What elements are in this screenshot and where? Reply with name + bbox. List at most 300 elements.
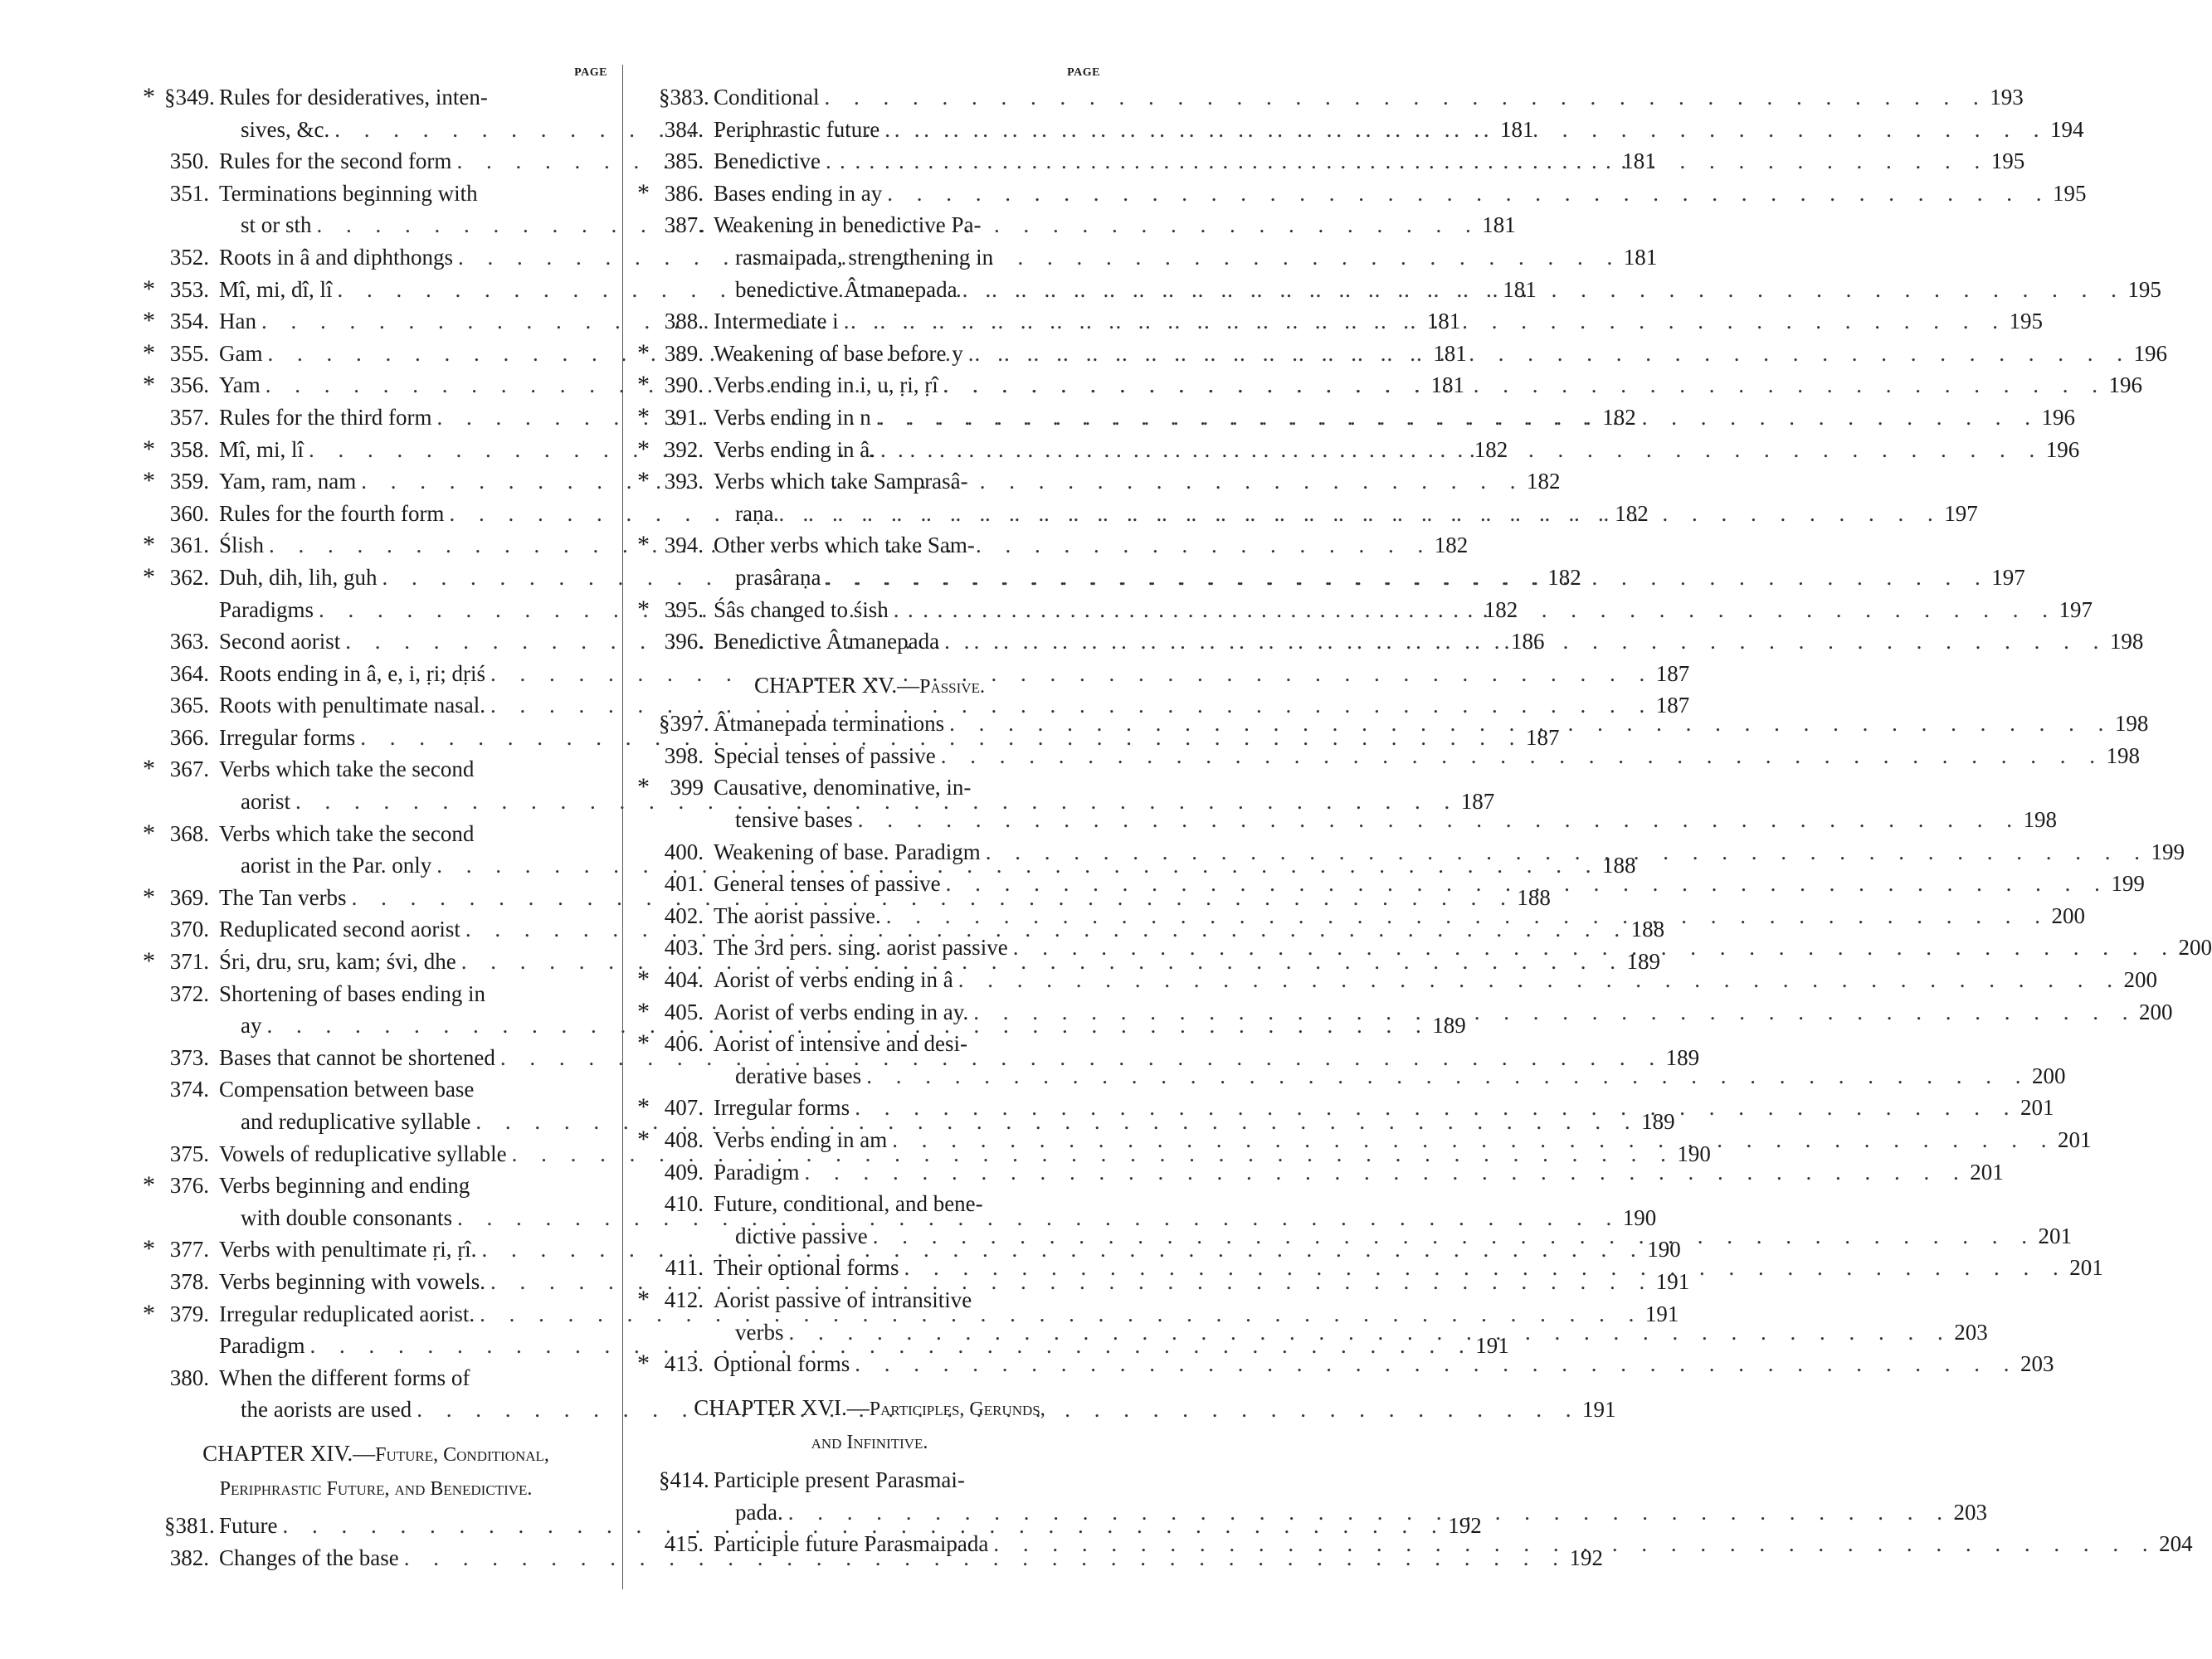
page-number: 201 <box>2057 1127 2092 1152</box>
section-number: 369. <box>169 884 209 910</box>
dot-leader <box>882 178 2041 210</box>
dot-leader <box>938 369 2098 401</box>
entry-title: Irregular forms <box>714 1095 850 1121</box>
dot-leader <box>941 868 2100 900</box>
chapter-heading-xv: CHAPTER XV.—Passive. <box>754 672 985 698</box>
page-number: 200 <box>2138 999 2173 1024</box>
entry-title: Verbs ending in n <box>714 404 871 430</box>
asterisk-mark: * <box>143 275 155 303</box>
entry-title: rasmaipada, strengthening in <box>735 244 994 270</box>
page-number: 190 <box>1647 1237 1681 1262</box>
section-number: 379. <box>169 1301 209 1326</box>
entry-title: with double consonants <box>241 1204 452 1230</box>
entry-title: verbs <box>735 1319 784 1345</box>
page-number: 182 <box>1547 564 1581 590</box>
entry-title: derative bases <box>735 1063 862 1088</box>
section-number: 362. <box>169 564 209 590</box>
section-number: 401. <box>664 871 704 897</box>
section-number: 415. <box>664 1531 704 1557</box>
page-number: 204 <box>2159 1531 2193 1557</box>
entry-title: Weakening of base before y <box>714 340 963 366</box>
entry-title: ay <box>241 1013 262 1039</box>
entry-title: pada. <box>735 1499 783 1525</box>
section-number: 408. <box>664 1127 704 1152</box>
asterisk-mark: * <box>637 1093 650 1121</box>
page-number: 200 <box>2031 1063 2066 1088</box>
page-number: 182 <box>1527 469 1561 494</box>
page-number: 194 <box>2049 116 2084 142</box>
entry-title: Paradigms <box>219 596 314 622</box>
page-number: 203 <box>1954 1319 1988 1345</box>
section-number: 353. <box>169 276 209 302</box>
page-number: 189 <box>1641 1109 1675 1134</box>
entry-title: Aorist passive of intransitive <box>714 1287 972 1312</box>
section-number: 370. <box>169 917 209 942</box>
entry-title: Changes of the base <box>219 1545 399 1570</box>
page-number: 188 <box>1630 917 1665 942</box>
asterisk-mark: * <box>143 531 155 559</box>
asterisk-mark: * <box>143 467 155 495</box>
section-number: 364. <box>169 660 209 686</box>
dot-leader <box>889 594 2048 626</box>
page-number: 197 <box>1944 500 1978 526</box>
asterisk-mark: * <box>637 595 650 623</box>
page-number: 203 <box>1953 1499 1987 1525</box>
section-number: 360. <box>169 500 209 526</box>
page-number: 200 <box>2051 902 2085 928</box>
dot-leader <box>936 740 2095 772</box>
dot-leader <box>988 1528 2147 1560</box>
dot-leader <box>850 1092 2009 1124</box>
dot-leader <box>783 1316 1942 1349</box>
page-number: 195 <box>1990 148 2025 174</box>
entry-title: Verbs which take the second <box>219 820 475 846</box>
page-number: 201 <box>2038 1223 2072 1248</box>
section-number: §381. <box>164 1513 215 1539</box>
dot-leader <box>981 836 2140 868</box>
section-number: 407. <box>664 1095 704 1121</box>
page-number: 195 <box>2127 276 2161 302</box>
page-number: 198 <box>2114 711 2149 737</box>
page-number: 198 <box>2106 742 2140 768</box>
asterisk-mark: * <box>637 1285 650 1313</box>
section-number: 402. <box>664 902 704 928</box>
section-number: 404. <box>664 967 704 993</box>
page-number: 181 <box>1623 244 1658 270</box>
dot-leader <box>953 964 2112 996</box>
entry-title: Benedictive <box>714 148 821 174</box>
dot-leader <box>868 1220 2027 1253</box>
section-number: §414. <box>659 1467 709 1492</box>
asterisk-mark: * <box>637 178 650 207</box>
page-number: 187 <box>1460 789 1495 815</box>
entry-title: Optional forms <box>714 1351 850 1377</box>
section-number: 399 <box>670 775 704 800</box>
page-number: 182 <box>1484 596 1518 622</box>
chapter-heading-xiv: CHAPTER XIV.—Future, Conditional, Periphrastic Future, and Benedictive. <box>202 1440 549 1500</box>
dot-leader <box>968 996 2127 1029</box>
section-number: 358. <box>169 436 209 462</box>
entry-title: Gam <box>219 340 263 366</box>
asterisk-mark: * <box>143 755 155 783</box>
section-number: 375. <box>169 1141 209 1166</box>
entry-title: raṇa <box>735 500 774 526</box>
entry-title: Aorist of verbs ending in â <box>714 967 953 993</box>
chapter-heading-xvi: CHAPTER XVI.—Participles, Gerunds, and Infinitive. <box>694 1394 1045 1454</box>
page-number: 188 <box>1601 853 1636 878</box>
section-number: 386. <box>664 180 704 206</box>
entry-title: Participle present Parasmai- <box>714 1467 965 1492</box>
entry-title: Yam, ram, nam <box>219 469 357 494</box>
dot-leader <box>879 114 2039 146</box>
entry-title: The aorist passive. <box>714 902 881 928</box>
entry-title: Verbs ending in i, u, ṛi, ṛî <box>714 372 938 398</box>
entry-title: Yam <box>219 372 261 398</box>
page-column-header: PAGE <box>574 66 607 79</box>
page-number: 197 <box>1991 564 2025 590</box>
dot-leader <box>820 81 1979 114</box>
asterisk-mark: * <box>143 883 155 911</box>
section-number: 368. <box>169 820 209 846</box>
entry-title: Duh, dih, lih, guh <box>219 564 378 590</box>
page-number: 193 <box>1990 85 2024 109</box>
entry-title: dictive passive <box>735 1223 868 1248</box>
section-number: 382. <box>169 1545 209 1570</box>
entry-title: aorist <box>241 789 290 815</box>
page-number: 182 <box>1474 436 1508 462</box>
section-number: 392. <box>664 436 704 462</box>
page-number: 197 <box>2059 596 2093 622</box>
dot-leader <box>899 1252 2058 1284</box>
entry-title: benedictive Âtmanepada <box>735 276 957 302</box>
section-number: 354. <box>169 309 209 334</box>
entry-title: Roots ending in â, e, i, ṛi; dṛiś <box>219 660 485 686</box>
section-number: 378. <box>169 1268 209 1294</box>
asterisk-mark: * <box>637 773 650 801</box>
dot-leader <box>881 900 2040 932</box>
entry-title: The Tan verbs <box>219 884 347 910</box>
page-number: 182 <box>1602 404 1636 430</box>
toc-entry <box>637 1348 2054 1380</box>
page-column-header: PAGE <box>1067 66 1100 79</box>
entry-title: Benedictive Âtmanepada <box>714 629 940 654</box>
asterisk-mark: * <box>143 1235 155 1263</box>
dot-leader <box>887 1124 2046 1156</box>
page-number: 192 <box>1569 1545 1603 1570</box>
dot-leader <box>939 625 2098 658</box>
column-divider <box>622 65 623 1589</box>
page-number: 201 <box>2069 1255 2103 1281</box>
page-number: 191 <box>1475 1333 1509 1359</box>
page-number: 187 <box>1655 660 1690 686</box>
section-number: 365. <box>169 693 209 718</box>
entry-title: When the different forms of <box>219 1365 470 1390</box>
page-number: 190 <box>1677 1141 1711 1166</box>
entry-title: Ślish <box>219 533 265 558</box>
dot-leader <box>944 708 2103 740</box>
section-number: 391. <box>664 404 704 430</box>
section-number: 374. <box>169 1077 209 1102</box>
entry-title: Verbs beginning with vowels. <box>219 1268 485 1294</box>
page-number: 181 <box>1482 212 1516 238</box>
section-number: 373. <box>169 1044 209 1070</box>
entry-title: prasâraṇa <box>735 564 821 590</box>
entry-title: Aorist of verbs ending in ay. <box>714 999 969 1024</box>
page-number: 181 <box>1430 372 1465 398</box>
section-number: 390. <box>664 372 704 398</box>
section-number: 366. <box>169 724 209 750</box>
page-number: 196 <box>2108 372 2142 398</box>
page-number: 186 <box>1510 629 1545 654</box>
page-number: 189 <box>1432 1013 1466 1039</box>
page-number: 198 <box>2109 629 2144 654</box>
page-number: 190 <box>1622 1204 1657 1230</box>
asterisk-mark: * <box>637 1350 650 1378</box>
page-number: 187 <box>1525 724 1560 750</box>
entry-title: Verbs beginning and ending <box>219 1173 470 1199</box>
asterisk-mark: * <box>637 467 650 495</box>
dot-leader <box>963 338 2122 370</box>
section-number: 410. <box>664 1191 704 1217</box>
section-number: 384. <box>664 116 704 142</box>
entry-title: Intermediate i <box>714 309 839 334</box>
entry-title: Bases ending in ay <box>714 180 883 206</box>
page-number: 200 <box>2123 967 2157 993</box>
toc-entry <box>637 964 2157 996</box>
section-number: 403. <box>664 935 704 961</box>
page-number: 182 <box>1615 500 1649 526</box>
entry-title: Verbs ending in am <box>714 1127 888 1152</box>
entry-title: Śâs changed to śish <box>714 596 889 622</box>
entry-title: Compensation between base <box>219 1077 475 1102</box>
section-number: 400. <box>664 839 704 864</box>
section-number: 376. <box>169 1173 209 1199</box>
dot-leader <box>1008 932 2167 964</box>
section-number: 393. <box>664 469 704 494</box>
asterisk-mark: * <box>143 1171 155 1199</box>
page-number: 201 <box>1970 1159 2004 1185</box>
dot-leader <box>783 1496 1942 1529</box>
section-number: 409. <box>664 1159 704 1185</box>
entry-title: st or sth <box>241 212 312 238</box>
entry-title: Periphrastic future <box>714 116 880 142</box>
entry-title: Terminations beginning with <box>219 180 478 206</box>
page-number: 181 <box>1622 148 1656 174</box>
asterisk-mark: * <box>637 435 650 463</box>
section-number: 357. <box>169 404 209 430</box>
section-number: 405. <box>664 999 704 1024</box>
entry-title: Shortening of bases ending in <box>219 980 485 1006</box>
entry-title: Second aorist <box>219 629 341 654</box>
entry-title: Aorist of intensive and desi- <box>714 1031 967 1057</box>
entry-title: Paradigm <box>219 1333 305 1359</box>
page-number: 181 <box>1500 116 1534 142</box>
section-number: 411. <box>665 1255 704 1281</box>
asterisk-mark: * <box>637 966 650 994</box>
asterisk-mark: * <box>637 1126 650 1153</box>
entry-title: General tenses of passive <box>714 871 941 897</box>
section-number: 388. <box>664 309 704 334</box>
entry-title: Conditional <box>714 85 820 109</box>
entry-title: Future, conditional, and bene- <box>714 1191 983 1217</box>
entry-title: Roots in â and diphthongs <box>219 244 453 270</box>
entry-title: Mî, mi, dî, lî <box>219 276 333 302</box>
section-number: 389. <box>664 340 704 366</box>
page-number: 188 <box>1517 884 1551 910</box>
page-number: 181 <box>1433 340 1467 366</box>
dot-leader <box>850 1348 2009 1380</box>
section-number: 398. <box>664 742 704 768</box>
asterisk-mark: * <box>143 1299 155 1327</box>
page-number: 182 <box>1434 533 1469 558</box>
page-number: 199 <box>2151 839 2185 864</box>
asterisk-mark: * <box>637 1029 650 1058</box>
entry-title: Participle future Parasmaipada <box>714 1531 989 1557</box>
asterisk-mark: * <box>143 338 155 367</box>
section-number: §383. <box>659 85 709 109</box>
entry-title: Weakening of base. Paradigm <box>714 839 981 864</box>
page-number: 196 <box>2133 340 2167 366</box>
section-number: 367. <box>169 757 209 782</box>
asterisk-mark: * <box>143 819 155 847</box>
entry-title: Âtmanepada terminations <box>714 711 945 737</box>
section-number: 377. <box>169 1237 209 1262</box>
section-number: §349. <box>164 85 215 109</box>
entry-title: Rules for the fourth form <box>219 500 445 526</box>
page-number: 201 <box>2020 1095 2054 1121</box>
dot-leader <box>957 274 2117 306</box>
entry-title: Special tenses of passive <box>714 742 936 768</box>
asterisk-mark: * <box>143 435 155 463</box>
section-number: 356. <box>169 372 209 398</box>
entry-title: Śri, dru, sru, kam; śvi, dhe <box>219 949 456 975</box>
dot-leader <box>871 401 2030 434</box>
section-number: 352. <box>169 244 209 270</box>
entry-title: Paradigm <box>714 1159 800 1185</box>
entry-title: Bases that cannot be shortened <box>219 1044 495 1070</box>
page-number: 192 <box>1448 1513 1482 1539</box>
entry-title: Rules for the third form <box>219 404 432 430</box>
section-number: 351. <box>169 180 209 206</box>
page-number: 195 <box>2009 309 2043 334</box>
page-number: 196 <box>2041 404 2075 430</box>
entry-title: Verbs with penultimate ṛi, ṛî. <box>219 1237 477 1262</box>
dot-leader <box>875 434 2034 466</box>
asterisk-mark: * <box>637 531 650 559</box>
section-number: 350. <box>169 148 209 174</box>
page-number: 191 <box>1644 1301 1679 1326</box>
page-number: 181 <box>1426 309 1461 334</box>
entry-title: tensive bases <box>735 807 853 833</box>
section-number: §397. <box>659 711 709 737</box>
asterisk-mark: * <box>143 83 155 110</box>
entry-title: Rules for the second form <box>219 148 452 174</box>
toc-entry <box>637 178 2087 210</box>
entry-title: Future <box>219 1513 278 1539</box>
asterisk-mark: * <box>143 371 155 399</box>
entry-title: Rules for desideratives, inten- <box>219 85 488 109</box>
entry-title: Vowels of reduplicative syllable <box>219 1141 507 1166</box>
page-number: 199 <box>2111 871 2145 897</box>
section-number: 394. <box>664 533 704 558</box>
page-number: 203 <box>2020 1351 2054 1377</box>
entry-title: Verbs which take the second <box>219 757 475 782</box>
entry-title: The 3rd pers. sing. aorist passive <box>714 935 1008 961</box>
section-number: 371. <box>169 949 209 975</box>
asterisk-mark: * <box>637 371 650 399</box>
entry-title: Irregular reduplicated aorist. <box>219 1301 475 1326</box>
toc-entry <box>637 740 2140 772</box>
entry-title: sives, &c. <box>241 116 330 142</box>
section-number: 385. <box>664 148 704 174</box>
entry-title: Reduplicated second aorist <box>219 917 460 942</box>
asterisk-mark: * <box>143 307 155 335</box>
asterisk-mark: * <box>143 947 155 975</box>
dot-leader <box>773 498 1932 530</box>
section-number: 395. <box>664 596 704 622</box>
entry-title: Causative, denominative, in- <box>714 775 972 800</box>
entry-title: aorist in the Par. only <box>241 853 432 878</box>
section-number: 387. <box>664 212 704 238</box>
asterisk-mark: * <box>637 338 650 367</box>
asterisk-mark: * <box>637 402 650 431</box>
page-number: 200 <box>2178 935 2212 961</box>
section-number: 412. <box>664 1287 704 1312</box>
entry-title: Irregular forms <box>219 724 356 750</box>
entry-title: the aorists are used <box>241 1397 412 1423</box>
section-number: 380. <box>169 1365 209 1390</box>
entry-title: Roots with penultimate nasal. <box>219 693 485 718</box>
page-number: 195 <box>2052 180 2087 206</box>
entry-title: and reduplicative syllable <box>241 1109 471 1134</box>
section-number: 359. <box>169 469 209 494</box>
page-number: 189 <box>1626 949 1660 975</box>
section-number: 361. <box>169 533 209 558</box>
section-number: 396. <box>664 629 704 654</box>
dot-leader <box>861 1060 2020 1092</box>
dot-leader <box>821 562 1980 594</box>
dot-leader <box>799 1156 1958 1189</box>
toc-entry <box>637 81 2024 114</box>
section-number: 363. <box>169 629 209 654</box>
page-number: 187 <box>1655 693 1690 718</box>
entry-title: Other verbs which take Sam- <box>714 533 975 558</box>
entry-title: Weakening in benedictive Pa- <box>714 212 982 238</box>
page-number: 191 <box>1655 1268 1690 1294</box>
toc-entry <box>637 1156 2004 1189</box>
asterisk-mark: * <box>637 997 650 1025</box>
section-number: 355. <box>169 340 209 366</box>
section-number: 372. <box>169 980 209 1006</box>
entry-title: Mî, mi, lî <box>219 436 305 462</box>
entry-title: Their optional forms <box>714 1255 899 1281</box>
entry-title: Verbs ending in â. <box>714 436 875 462</box>
page-number: 191 <box>1581 1397 1616 1423</box>
dot-leader <box>839 305 1998 338</box>
page-number: 181 <box>1503 276 1537 302</box>
asterisk-mark: * <box>143 562 155 591</box>
page-number: 198 <box>2023 807 2057 833</box>
page-number: 196 <box>2045 436 2080 462</box>
page-number: 189 <box>1665 1044 1700 1070</box>
entry-title: Han <box>219 309 256 334</box>
section-number: 406. <box>664 1031 704 1057</box>
dot-leader <box>821 145 1980 178</box>
toc-entry <box>143 689 1690 722</box>
dot-leader <box>853 804 2012 836</box>
section-number: 413. <box>664 1351 704 1377</box>
entry-title: Verbs which take Samprasâ- <box>714 469 968 494</box>
